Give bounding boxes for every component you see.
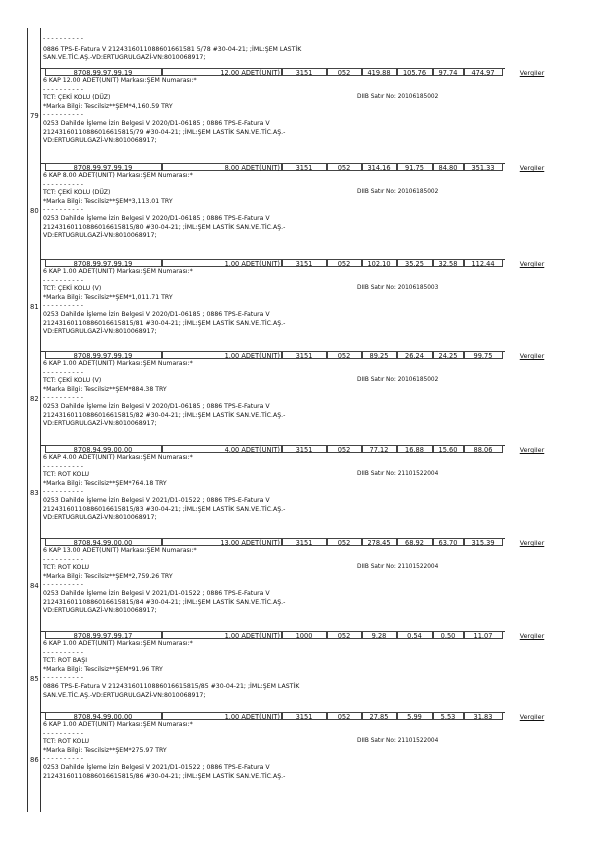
item-line: TCT: ÇEKİ KOLU (V) <box>43 377 102 385</box>
row-number: 84 <box>30 582 39 590</box>
header-cell-v2: 35.25 <box>405 259 424 268</box>
header-cell-c1: 3151 <box>295 445 313 454</box>
item-line: 0253 Dahilde İşleme İzin Belgesi V 2021/D1-01522 ; 0886 TPS-E-Fatura V <box>43 590 270 597</box>
diib-line-number: DIIB Satır No: 21101522004 <box>357 564 439 570</box>
item-line: *Marka Bilgi: Tescilsiz**ŞEM*884.38 TRY <box>43 385 167 393</box>
header-cell-c1: 3151 <box>295 538 313 547</box>
item-line: TCT: ROT BAŞI <box>43 657 88 665</box>
item-line: 6 KAP 12.00 ADET(UNIT) Markası:ŞEM Numarası:* <box>43 77 197 84</box>
header-cell-v2: 5.99 <box>407 712 422 721</box>
row-number: 82 <box>30 395 39 403</box>
header-cell-c2: 052 <box>337 259 351 268</box>
header-cell-code: 8708.94.99.00.00 <box>73 538 133 547</box>
left-border-outer <box>27 28 28 812</box>
item-line: 21243160110886016615815/81 #30-04-21; ;İML:ŞEM LASTİK SAN.VE.TİC.AŞ.- <box>43 319 286 327</box>
item-line: VD:ERTUGRULGAZİ-VN:8010068917; <box>43 328 157 336</box>
header-cell-c2: 052 <box>337 631 351 640</box>
row-number: 80 <box>30 207 39 215</box>
item-line: TCT: ÇEKİ KOLU (V) <box>43 285 102 293</box>
header-cell-v3: 63.70 <box>438 538 458 547</box>
item-line: - - - - - - - - - - <box>43 648 84 656</box>
header-cell-v2: 68.92 <box>405 538 424 547</box>
item-line: 0886 TPS-E-Fatura V 21243160110886016615815/85 #30-04-21; ;İML:ŞEM LASTİK <box>43 683 300 690</box>
item-line: - - - - - - - - - - <box>43 555 84 563</box>
top-line-1: 0886 TPS-E-Fatura V 2124316011088601661581 5/78 #30-04-21; ;İML:ŞEM LASTİK <box>43 46 302 53</box>
item-line: - - - - - - - - - - <box>43 111 84 119</box>
vergiler-link[interactable]: Vergiler <box>519 260 545 268</box>
item-line: 21243160110886016615815/83 #30-04-21; ;İML:ŞEM LASTİK SAN.VE.TİC.AŞ.- <box>43 505 286 513</box>
vergiler-link[interactable]: Vergiler <box>519 632 545 640</box>
header-cell-c2: 052 <box>337 538 351 547</box>
header-cell-v3: 5.53 <box>440 712 456 721</box>
header-cell-code: 8708.99.97.99.19 <box>73 259 133 268</box>
item-line: *Marka Bilgi: Tescilsiz**ŞEM*3,113.01 TRY <box>43 197 173 205</box>
vergiler-link[interactable]: Vergiler <box>519 69 545 77</box>
header-cell-qty: 8.00 ADET(UNIT) <box>224 163 280 172</box>
diib-line-number: DIIB Satır No: 21101522004 <box>357 471 439 477</box>
item-line: - - - - - - - - - - <box>43 276 84 284</box>
header-cell-v3: 97.74 <box>438 68 458 77</box>
header-cell-v4: 474.97 <box>471 68 495 77</box>
header-cell-v3: 0.50 <box>440 631 456 640</box>
header-cell-v4: 88.06 <box>473 445 493 454</box>
item-line: 6 KAP 8.00 ADET(UNIT) Markası:ŞEM Numarası:* <box>43 172 193 179</box>
vergiler-link[interactable]: Vergiler <box>519 164 545 172</box>
header-cell-v2: 26.24 <box>405 351 424 360</box>
header-cell-c2: 052 <box>337 445 351 454</box>
item-line: 21243160110886016615815/80 #30-04-21; ;İML:ŞEM LASTİK SAN.VE.TİC.AŞ.- <box>43 223 286 231</box>
item-line: 21243160110886016615815/86 #30-04-21; ;İML:ŞEM LASTİK SAN.VE.TİC.AŞ.- <box>43 772 286 780</box>
header-cell-v2: 16.88 <box>405 445 424 454</box>
item-line: 0253 Dahilde İşleme İzin Belgesi V 2021/D1-01522 ; 0886 TPS-E-Fatura V <box>43 497 270 504</box>
item-line: - - - - - - - - - - <box>43 488 84 496</box>
item-line: 21243160110886016615815/79 #30-04-21; ;İML:ŞEM LASTİK SAN.VE.TİC.AŞ.- <box>43 128 286 136</box>
header-cell-qty: 12.00 ADET(UNIT) <box>220 68 280 77</box>
header-cell-c1: 3151 <box>295 259 313 268</box>
item-line: - - - - - - - - - - <box>43 462 84 470</box>
diib-line-number: DIIB Satır No: 20106185002 <box>357 94 439 100</box>
item-line: - - - - - - - - - - <box>43 755 84 763</box>
item-line: 0253 Dahilde İşleme İzin Belgesi V 2021/D1-01522 ; 0886 TPS-E-Fatura V <box>43 764 270 771</box>
left-border-inner <box>40 28 41 812</box>
vergiler-link[interactable]: Vergiler <box>519 352 545 360</box>
item-line: VD:ERTUGRULGAZİ-VN:8010068917; <box>43 607 157 615</box>
item-line: - - - - - - - - - - <box>43 180 84 188</box>
header-cell-v3: 84.80 <box>438 163 458 172</box>
header-cell-c1: 3151 <box>295 68 313 77</box>
row-number: 81 <box>30 303 39 311</box>
header-cell-qty: 1.00 ADET(UNIT) <box>224 712 280 721</box>
header-cell-c2: 052 <box>337 163 351 172</box>
vergiler-link[interactable]: Vergiler <box>519 539 545 547</box>
vergiler-link[interactable]: Vergiler <box>519 713 545 721</box>
item-line: *Marka Bilgi: Tescilsiz**ŞEM*2,759.26 TRY <box>43 572 173 580</box>
header-cell-code: 8708.99.97.99.17 <box>73 631 133 640</box>
item-line: 6 KAP 1.00 ADET(UNIT) Markası:ŞEM Numarası:* <box>43 268 193 275</box>
item-line: 21243160110886016615815/82 #30-04-21; ;İML:ŞEM LASTİK SAN.VE.TİC.AŞ.- <box>43 411 286 419</box>
header-cell-c1: 3151 <box>295 712 313 721</box>
header-cell-code: 8708.99.97.99.19 <box>73 163 133 172</box>
item-line: - - - - - - - - - - <box>43 85 84 93</box>
header-cell-qty: 13.00 ADET(UNIT) <box>220 538 280 547</box>
item-line: 0253 Dahilde İşleme İzin Belgesi V 2020/D1-06185 ; 0886 TPS-E-Fatura V <box>43 120 270 127</box>
header-cell-v3: 32.58 <box>438 259 458 268</box>
header-cell-v1: 419.88 <box>367 68 391 77</box>
item-line: *Marka Bilgi: Tescilsiz**ŞEM*275.97 TRY <box>43 746 167 754</box>
row-number: 86 <box>30 756 39 764</box>
item-line: VD:ERTUGRULGAZİ-VN:8010068917; <box>43 137 157 145</box>
header-cell-v2: 0.54 <box>407 631 422 640</box>
header-cell-v3: 15.60 <box>438 445 458 454</box>
item-line: *Marka Bilgi: Tescilsiz**ŞEM*91.96 TRY <box>43 665 163 673</box>
header-cell-v4: 112.44 <box>471 259 495 268</box>
header-cell-qty: 1.00 ADET(UNIT) <box>224 351 280 360</box>
header-cell-v1: 102.10 <box>367 259 391 268</box>
vergiler-link[interactable]: Vergiler <box>519 446 545 454</box>
header-cell-v1: 278.45 <box>367 538 391 547</box>
row-number: 79 <box>30 112 39 120</box>
header-cell-v4: 31.83 <box>473 712 493 721</box>
item-line: 0253 Dahilde İşleme İzin Belgesi V 2020/D1-06185 ; 0886 TPS-E-Fatura V <box>43 403 270 410</box>
header-cell-v1: 77.12 <box>369 445 389 454</box>
header-cell-qty: 4.00 ADET(UNIT) <box>224 445 280 454</box>
header-cell-qty: 1.00 ADET(UNIT) <box>224 259 280 268</box>
item-line: - - - - - - - - - - <box>43 729 84 737</box>
top-line-2: SAN.VE.TİC.AŞ.-VD:ERTUGRULGAZİ-VN:8010068917; <box>43 54 206 61</box>
item-line: - - - - - - - - - - <box>43 206 84 214</box>
item-line: - - - - - - - - - - <box>43 581 84 589</box>
item-line: - - - - - - - - - - <box>43 302 84 310</box>
header-cell-c2: 052 <box>337 68 351 77</box>
row-number: 85 <box>30 675 39 683</box>
header-cell-code: 8708.94.99.00.00 <box>73 445 133 454</box>
header-cell-v2: 105.76 <box>402 68 427 77</box>
item-line: VD:ERTUGRULGAZİ-VN:8010068917; <box>43 420 157 428</box>
header-cell-v4: 351.33 <box>471 163 495 172</box>
item-line: TCT: ÇEKİ KOLU (DÜZ) <box>43 94 111 102</box>
item-line: TCT: ROT KOLU <box>43 471 90 479</box>
diib-line-number: DIIB Satır No: 21101522004 <box>357 738 439 744</box>
header-cell-v3: 24.25 <box>438 351 458 360</box>
item-line: VD:ERTUGRULGAZİ-VN:8010068917; <box>43 514 157 522</box>
header-cell-v4: 315.39 <box>471 538 495 547</box>
item-line: 6 KAP 1.00 ADET(UNIT) Markası:ŞEM Numarası:* <box>43 721 193 728</box>
header-cell-v1: 314.16 <box>367 163 391 172</box>
header-cell-v4: 99.75 <box>473 351 493 360</box>
item-line: TCT: ROT KOLU <box>43 738 90 746</box>
item-line: SAN.VE.TİC.AŞ.-VD:ERTUGRULGAZİ-VN:8010068917; <box>43 691 206 699</box>
diib-line-number: DIIB Satır No: 20106185002 <box>357 377 439 383</box>
header-cell-code: 8708.99.97.99.19 <box>73 68 133 77</box>
item-line: - - - - - - - - - - <box>43 394 84 402</box>
header-cell-v4: 11.07 <box>473 631 493 640</box>
item-line: 6 KAP 13.00 ADET(UNIT) Markası:ŞEM Numarası:* <box>43 547 197 554</box>
item-line: VD:ERTUGRULGAZİ-VN:8010068917; <box>43 232 157 240</box>
item-line: *Marka Bilgi: Tescilsiz**ŞEM*4,160.59 TRY <box>43 102 173 110</box>
header-cell-c2: 052 <box>337 712 351 721</box>
item-line: 6 KAP 1.00 ADET(UNIT) Markası:ŞEM Numarası:* <box>43 640 193 647</box>
item-line: 0253 Dahilde İşleme İzin Belgesi V 2020/D1-06185 ; 0886 TPS-E-Fatura V <box>43 311 270 318</box>
row-number: 83 <box>30 489 39 497</box>
item-line: 0253 Dahilde İşleme İzin Belgesi V 2020/D1-06185 ; 0886 TPS-E-Fatura V <box>43 215 270 222</box>
item-line: - - - - - - - - - - <box>43 368 84 376</box>
item-line: TCT: ROT KOLU <box>43 564 90 572</box>
item-line: 21243160110886016615815/84 #30-04-21; ;İML:ŞEM LASTİK SAN.VE.TİC.AŞ.- <box>43 598 286 606</box>
diib-line-number: DIIB Satır No: 20106185003 <box>357 285 439 291</box>
header-cell-qty: 1.00 ADET(UNIT) <box>224 631 280 640</box>
header-cell-v1: 27.85 <box>369 712 389 721</box>
item-line: *Marka Bilgi: Tescilsiz**ŞEM*764.18 TRY <box>43 479 167 487</box>
item-line: *Marka Bilgi: Tescilsiz**ŞEM*1,011.71 TRY <box>43 293 173 301</box>
top-dashes: - - - - - - - - - - <box>43 35 84 42</box>
item-line: 6 KAP 1.00 ADET(UNIT) Markası:ŞEM Numarası:* <box>43 360 193 367</box>
item-line: TCT: ÇEKİ KOLU (DÜZ) <box>43 189 111 197</box>
header-cell-v2: 91.75 <box>405 163 424 172</box>
item-line: 6 KAP 4.00 ADET(UNIT) Markası:ŞEM Numarası:* <box>43 454 193 461</box>
item-line: - - - - - - - - - - <box>43 674 84 682</box>
header-cell-code: 8708.94.99.00.00 <box>73 712 133 721</box>
header-cell-c1: 3151 <box>295 163 313 172</box>
header-cell-code: 8708.99.97.99.19 <box>73 351 133 360</box>
header-cell-c2: 052 <box>337 351 351 360</box>
diib-line-number: DIIB Satır No: 20106185002 <box>357 189 439 195</box>
header-cell-c1: 1000 <box>295 631 313 640</box>
header-cell-v1: 89.25 <box>369 351 389 360</box>
header-cell-c1: 3151 <box>295 351 313 360</box>
header-cell-v1: 9.28 <box>371 631 387 640</box>
